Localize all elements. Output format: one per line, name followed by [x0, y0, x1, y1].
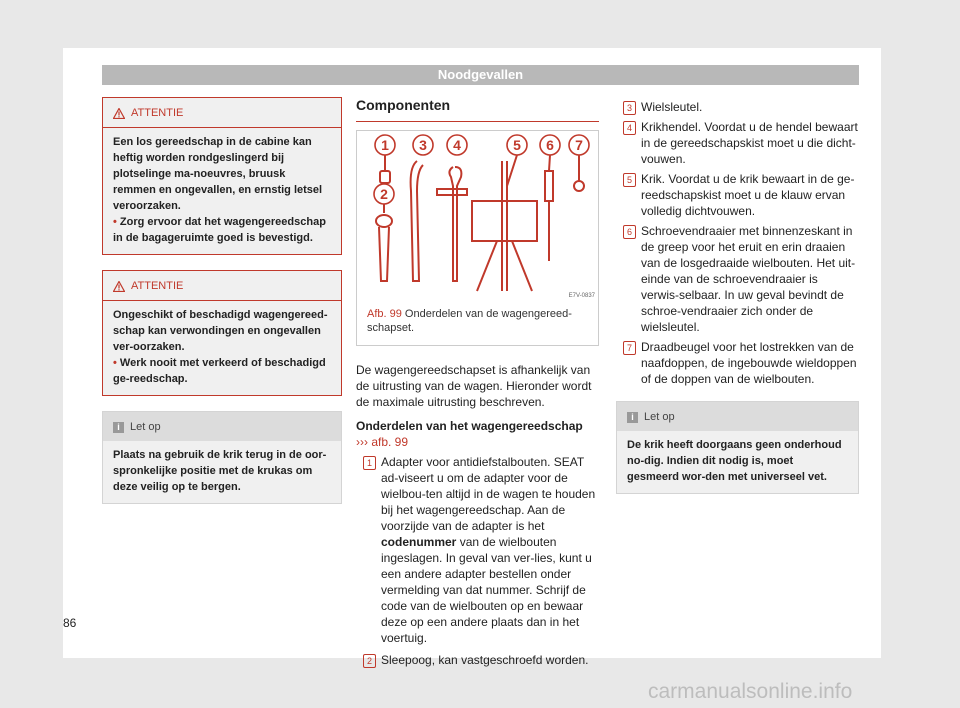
warning-header-2: [103, 271, 341, 300]
components-subheading: Onderdelen van het wagengereedschap ››› afb. 99: [356, 419, 583, 449]
warning-text-1: Een los gereedschap in de cabine kan heftig worden rondgeslingerd bij plotselinge ma-noeuvres, bruusk remmen en ongevallen, en ernstig letsel veroorzaken.: [113, 136, 323, 212]
list-item-2: 2 Sleepoog, kan vastgeschroefd worden.: [356, 652, 599, 668]
item-number-badge: 5: [623, 173, 636, 187]
list-item-4: 4 Krikhendel. Voordat u de hendel bewaart in de gereedschapskist moet u die dicht-vouwen.: [616, 119, 859, 167]
left-column: [102, 97, 342, 519]
fig-label-3: 3: [419, 137, 427, 153]
item-number-badge: 7: [623, 341, 636, 355]
info-icon: i: [113, 422, 124, 433]
list-item-5: 5 Krik. Voordat u de krik bewaart in de ge-reedschapskist moet u de klauw ervan volledig dichtvouwen.: [616, 171, 859, 219]
warning-label-2: ATTENTIE: [131, 280, 184, 292]
list-item-1: 1 Adapter voor antidiefstalbouten. SEAT ad-viseert u om de adapter voor de wielbou-ten altijd in de wagen te houden bij het wagengereedschap. Aan de voorzijde van de adapter is het codenummer van de wielbouten ingeslagen. In geval van ver-lies, kunt u een andere adapter bestellen onder vermelding van dat nummer. Schrijf de code van de wielbouten op en bewaar deze op een andere plaats dan in het voertuig.: [356, 454, 599, 646]
warning-label-1: ATTENTIE: [131, 107, 184, 119]
caption-ref: Afb. 99: [367, 308, 402, 320]
page-number: 86: [63, 616, 77, 630]
fig-label-1: 1: [381, 137, 389, 153]
note-label-1: Let op: [130, 421, 161, 433]
warning-triangle-icon: [113, 108, 125, 119]
fig-label-2: 2: [380, 186, 388, 202]
fig-label-5: 5: [513, 137, 521, 153]
fig-label-7: 7: [575, 137, 583, 153]
info-icon: i: [627, 412, 638, 423]
list-item-6: 6 Schroevendraaier met binnenzeskant in de greep voor het eruit en erin draaien van de losgedraaide wielbouten. Het uit-einde van de schroevendraaier is verwis-selbaar. In uw geval bevindt de schroe-vendraaier zich onder de wielsleutel.: [616, 223, 859, 335]
item-number-badge: 4: [623, 121, 636, 135]
note-box-1: [102, 411, 342, 504]
warning-body-1: [103, 127, 341, 254]
note-label-2: Let op: [644, 411, 675, 423]
intro-paragraph: De wagengereedschapset is afhankelijk van de uitrusting van de wagen. Hieronder wordt de maximale uitrusting beschreven.: [356, 363, 592, 409]
watermark: carmanualsonline.info: [648, 680, 853, 703]
warning-body-2: [103, 300, 341, 395]
page-header: Noodgevallen: [102, 65, 859, 85]
warning-box-2: [102, 270, 342, 396]
right-column: [616, 99, 859, 509]
section-title: Componenten: [356, 97, 599, 122]
item-number-badge: 6: [623, 225, 636, 239]
warning-header-1: [103, 98, 341, 127]
item-number-badge: 3: [623, 101, 636, 115]
item-number-badge: 2: [363, 654, 376, 668]
figure-code: E7V-0837: [568, 293, 595, 299]
fig-label-4: 4: [453, 137, 461, 153]
warning-text-2: Ongeschikt of beschadigd wagengereed-schap kan verwondingen en ongevallen ver-oorzaken.: [113, 309, 328, 353]
warning-bullet-1: • Zorg ervoor dat het wagengereedschap in de bagageruimte goed is bevestigd.: [113, 216, 326, 244]
fig-label-6: 6: [546, 137, 554, 153]
list-item-3: 3 Wielsleutel.: [616, 99, 859, 115]
figure-caption: [357, 301, 598, 345]
list-item-7: 7 Draadbeugel voor het lostrekken van de naafdoppen, de ingebouwde wieldoppen of de doppen van de wielbouten.: [616, 339, 859, 387]
tool-kit-illustration: [357, 131, 600, 301]
warning-triangle-icon: [113, 281, 125, 292]
note-body-2: De krik heeft doorgaans geen onderhoud no-dig. Indien dit nodig is, moet gesmeerd wor-den met universeel vet.: [627, 439, 842, 483]
middle-column: [356, 97, 599, 668]
warning-bullet-2: • Werk nooit met verkeerd of beschadigd ge-reedschap.: [113, 357, 326, 385]
note-body-1: Plaats na gebruik de krik terug in de oor-spronkelijke positie met de krukas om deze veilig op te bergen.: [113, 449, 327, 493]
caption-text: Onderdelen van de wagengereed-schapset.: [367, 308, 572, 334]
figure-99: [356, 130, 599, 346]
note-header-2: [617, 402, 858, 431]
item-number-badge: 1: [363, 456, 376, 470]
figure-link[interactable]: ››› afb. 99: [356, 435, 409, 449]
note-box-2: [616, 401, 859, 494]
warning-box-1: [102, 97, 342, 255]
note-header-1: [103, 412, 341, 441]
